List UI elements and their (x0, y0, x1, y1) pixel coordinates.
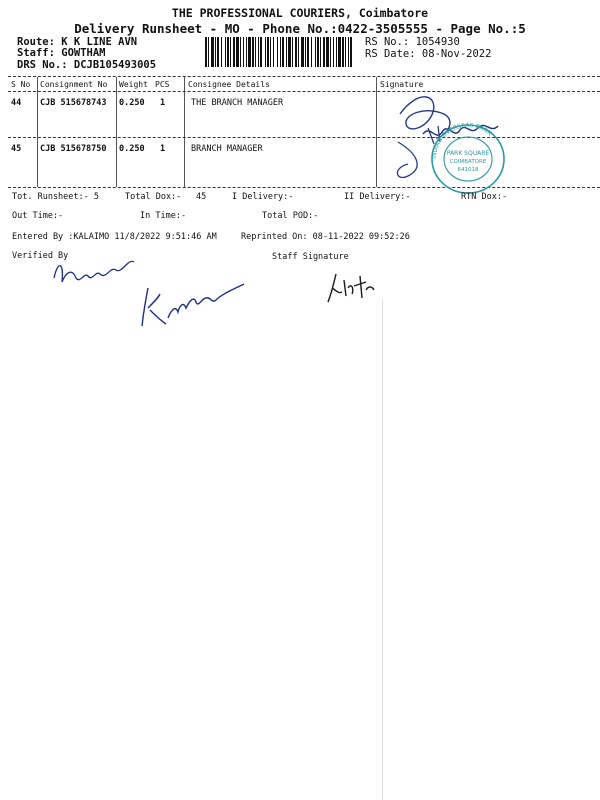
row1-consignee: THE BRANCH MANAGER (191, 98, 284, 108)
barcode-bar (323, 37, 325, 67)
barcode-bar (227, 37, 229, 67)
row2-consignment: CJB 515678750 (40, 144, 107, 154)
barcode-bar (233, 37, 235, 67)
barcode-bar (338, 37, 341, 67)
reprinted-on: Reprinted On: 08-11-2022 09:52:26 (241, 232, 410, 242)
barcode-bar (317, 37, 319, 67)
barcode-bar (230, 37, 231, 67)
row1-pcs: 1 (160, 98, 166, 108)
row2-weight: 0.250 (119, 144, 145, 154)
bank-stamp (428, 121, 508, 197)
rs-date: RS Date: 08-Nov-2022 (365, 48, 492, 60)
barcode-bar (240, 37, 241, 67)
table-top-rule (8, 76, 600, 77)
barcode-bar (217, 37, 219, 67)
barcode-bar (305, 37, 306, 67)
barcode-bar (211, 37, 214, 67)
col-sep-4 (376, 77, 377, 187)
staff-signature (318, 268, 378, 308)
row2-pcs: 1 (160, 144, 166, 154)
barcode-bar (342, 37, 344, 67)
drs-number: DRS No.: DCJB105493005 (17, 59, 157, 71)
barcode-bar (265, 37, 266, 67)
rs-number: RS No.: 1054930 (365, 36, 460, 48)
barcode-bar (326, 37, 329, 67)
row1-sno: 44 (11, 98, 22, 108)
row1-weight: 0.250 (119, 98, 145, 108)
barcode-bar (292, 37, 293, 67)
barcode-bar (208, 37, 209, 67)
i-delivery: I Delivery:- (232, 192, 294, 202)
stamp-branch: PARK SQUARE (446, 150, 490, 157)
barcode-bar (320, 37, 321, 67)
col-sep-2 (116, 77, 117, 187)
company-title: THE PROFESSIONAL COURIERS, Coimbatore (171, 6, 429, 20)
in-time: In Time:- (140, 211, 187, 221)
barcode-bar (336, 37, 337, 67)
row2-consignee: BRANCH MANAGER (191, 144, 263, 154)
header-pcs: PCS (155, 80, 170, 89)
barcode-bar (273, 37, 274, 67)
barcode-bar (243, 37, 244, 67)
total-dox-value: 45 (196, 192, 207, 202)
barcode-bar (252, 37, 254, 67)
header-consignment: Consignment No (40, 80, 108, 89)
total-dox-label: Total Dox:- (125, 192, 182, 202)
barcode-bar (258, 37, 259, 67)
barcode-bar (298, 37, 299, 67)
row2-sno: 45 (11, 144, 22, 154)
stamp-bank-text: INDIAN OVERSEAS BANK (430, 121, 493, 160)
page-fold-line (382, 300, 383, 800)
barcode-bar (315, 37, 316, 67)
barcode-bar (236, 37, 239, 67)
out-time: Out Time:- (12, 211, 64, 221)
row1-consignment: CJB 515678743 (40, 98, 107, 108)
barcode-bar (282, 37, 284, 67)
runsheet-title: Delivery Runsheet - MO - Phone No.:0422-3505555 - Page No.:5 (74, 21, 526, 36)
entered-by: Entered By :KALAIMO 11/8/2022 9:51:46 AM (12, 232, 217, 242)
barcode-bar (295, 37, 297, 67)
verifier-signature-1 (50, 248, 140, 293)
barcode-bar (348, 37, 349, 67)
barcode-bar (270, 37, 271, 67)
barcode-bar (205, 37, 207, 67)
barcode-bar (225, 37, 226, 67)
barcode-bar (248, 37, 251, 67)
col-sep-3 (184, 77, 185, 187)
verifier-signature-2 (132, 268, 252, 338)
header-weight: Weight (119, 80, 148, 89)
barcode-bar (350, 37, 352, 67)
barcode-bar (307, 37, 309, 67)
header-consignee: Consignee Details (188, 80, 270, 89)
barcode-bar (215, 37, 216, 67)
barcode-bar (280, 37, 281, 67)
staff-signature-label: Staff Signature (272, 252, 349, 262)
col-sep-1 (37, 77, 38, 187)
stamp-city: COIMBATORE (449, 159, 487, 165)
barcode-bar (255, 37, 256, 67)
barcode-bar (260, 37, 262, 67)
header-signature: Signature (380, 80, 424, 89)
verified-by-label: Verified By (12, 251, 69, 261)
barcode-bar (267, 37, 269, 67)
barcode-bar (345, 37, 346, 67)
barcode-bar (288, 37, 291, 67)
barcode (205, 37, 357, 67)
barcode-bar (286, 37, 287, 67)
stamp-pin: 641018 (457, 167, 479, 173)
staff: Staff: GOWTHAM (17, 47, 106, 59)
tot-runsheet: Tot. Runsheet:- 5 (12, 192, 99, 202)
ii-delivery: II Delivery:- (344, 192, 411, 202)
barcode-bar (221, 37, 222, 67)
barcode-bar (333, 37, 334, 67)
barcode-bar (301, 37, 304, 67)
header-sno: S No (11, 80, 31, 89)
route: Route: K K LINE AVN (17, 36, 138, 48)
barcode-bar (311, 37, 312, 67)
barcode-bar (330, 37, 331, 67)
barcode-bar (246, 37, 247, 67)
rtn-dox: RTN Dox:- (461, 192, 508, 202)
barcode-bar (277, 37, 278, 67)
total-pod: Total POD:- (262, 211, 319, 221)
